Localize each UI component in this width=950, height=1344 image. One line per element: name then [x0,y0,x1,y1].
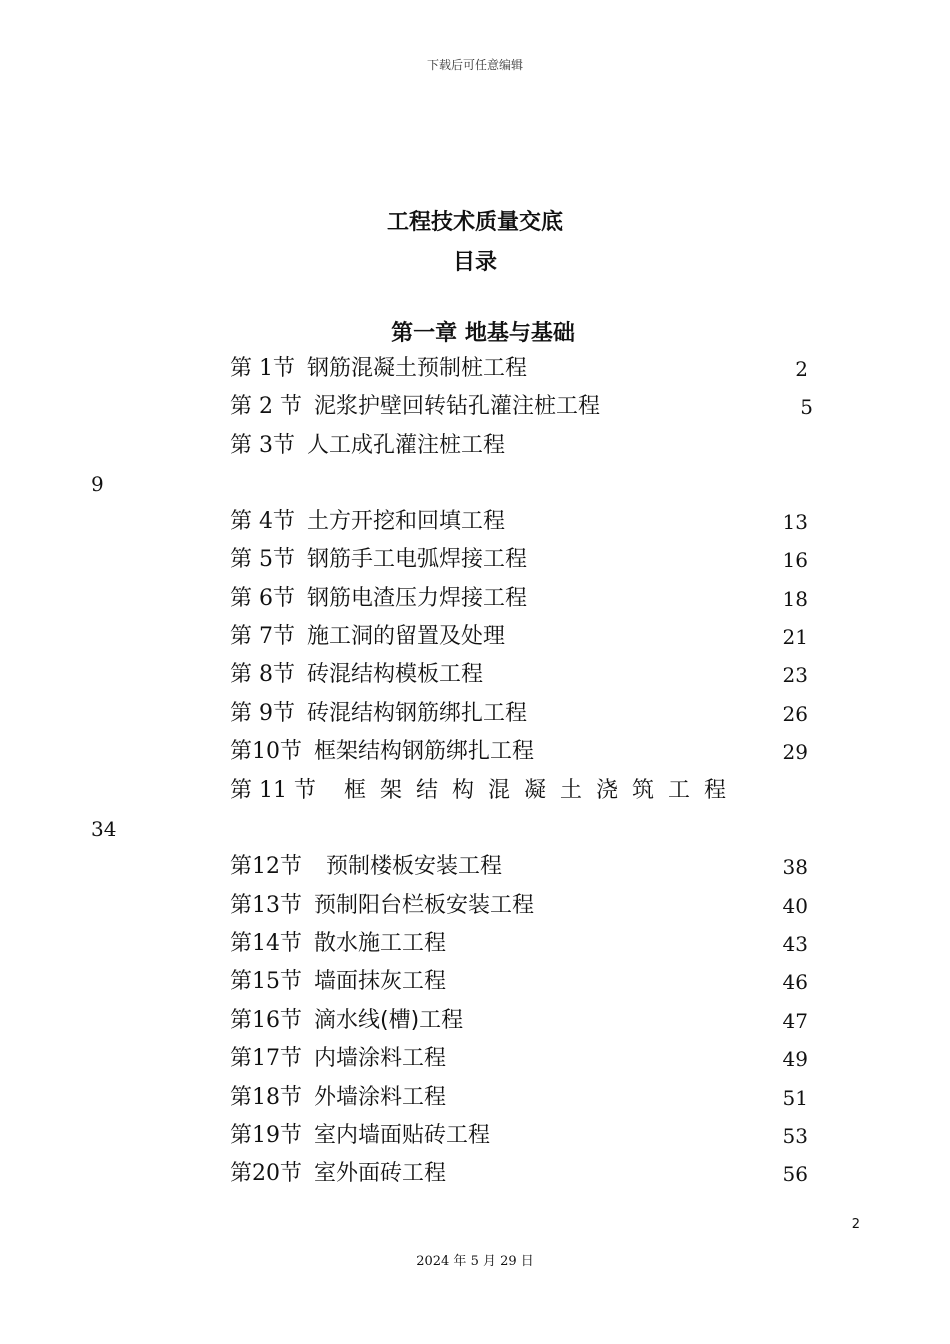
toc-section-label: 第 5节 [230,547,295,572]
toc-title: 钢筋混凝土预制桩工程 [307,356,528,381]
toc-title: 人工成孔灌注桩工程 [307,433,506,458]
toc-entry-18[interactable] [230,1084,446,1112]
toc-entry-11[interactable] [230,777,740,805]
toc-title: 框架结构钢筋绑扎工程 [314,739,535,764]
toc-page-number: 2 [795,357,808,381]
toc-title: 墙面抹灰工程 [314,969,447,994]
toc-title: 钢筋手工电弧焊接工程 [307,547,528,572]
toc-section-label: 第20节 [230,1161,302,1186]
toc-entry-14[interactable] [230,930,446,958]
toc-section-label: 第15节 [230,969,302,994]
toc-entry-4[interactable] [230,508,505,536]
toc-page-number: 38 [782,855,808,879]
toc-page-number: 5 [800,395,813,419]
toc-entry-15[interactable] [230,968,446,996]
toc-title: 内墙涂料工程 [314,1046,447,1071]
toc-title: 预制阳台栏板安装工程 [314,893,535,918]
toc-entry-8[interactable] [230,661,483,689]
toc-page-number: 29 [782,740,808,764]
toc-page-number: 21 [782,625,808,649]
page-number: 2 [851,1217,860,1232]
toc-page-number: 26 [782,702,808,726]
toc-section-label: 第 6节 [230,586,295,611]
toc-entry-10[interactable] [230,738,534,766]
toc-page-number: 16 [782,548,808,572]
toc-title: 钢筋电渣压力焊接工程 [307,586,528,611]
toc-page-number: 49 [782,1047,808,1071]
toc-section-label: 第 11 节 [230,778,316,803]
toc-page-number: 53 [782,1124,808,1148]
toc-title: 土方开挖和回填工程 [307,509,506,534]
toc-section-label: 第18节 [230,1085,302,1110]
toc-section-label: 第 3节 [230,433,295,458]
toc-section-label: 第10节 [230,739,302,764]
toc-page-number: 47 [782,1009,808,1033]
header-note: 下载后可任意编辑 [426,58,523,72]
footer-date: 2024 年 5 月 29 日 [416,1254,534,1269]
toc-section-label: 第13节 [230,893,302,918]
toc-page-number: 23 [782,663,808,687]
chapter-title: 第一章 地基与基础 [391,321,575,346]
toc-section-label: 第 1节 [230,356,295,381]
toc-page-number: 51 [782,1086,808,1110]
toc-page-number: 9 [91,472,104,496]
toc-title: 滴水线(槽)工程 [314,1008,464,1033]
toc-entry-19[interactable] [230,1122,490,1150]
toc-title: 泥浆护壁回转钻孔灌注桩工程 [313,394,600,419]
toc-entry-16[interactable] [230,1007,463,1035]
toc-entry-20[interactable] [230,1160,446,1188]
toc-page-number: 13 [782,510,808,534]
toc-entry-2[interactable] [230,393,600,421]
toc-page-number: 40 [782,894,808,918]
toc-entry-5[interactable] [230,546,527,574]
toc-section-label: 第 9节 [230,701,295,726]
toc-section-label: 第12节 [230,854,302,879]
toc-title: 框架结构混凝土浇筑工程 [343,778,740,803]
toc-section-label: 第14节 [230,931,302,956]
toc-page-number: 56 [782,1162,808,1186]
toc-title: 室外面砖工程 [314,1161,447,1186]
toc-entry-17[interactable] [230,1045,446,1073]
toc-page-number: 18 [782,587,808,611]
toc-entry-1[interactable] [230,355,527,383]
toc-entry-12[interactable] [230,853,502,881]
toc-entry-9[interactable] [230,700,527,728]
toc-title: 施工洞的留置及处理 [307,624,506,649]
toc-title: 砖混结构钢筋绑扎工程 [307,701,528,726]
toc-section-label: 第 2 节 [230,394,302,419]
document-title: 工程技术质量交底 [386,210,563,235]
toc-entry-3[interactable] [230,432,505,460]
toc-title: 砖混结构模板工程 [307,662,484,687]
toc-entry-13[interactable] [230,892,534,920]
toc-section-label: 第 4节 [230,509,295,534]
toc-page-number: 43 [782,932,808,956]
toc-title: 室内墙面贴砖工程 [314,1123,491,1148]
toc-entry-7[interactable] [230,623,505,651]
toc-title: 外墙涂料工程 [314,1085,447,1110]
toc-section-label: 第 8节 [230,662,295,687]
toc-section-label: 第19节 [230,1123,302,1148]
toc-title: 预制楼板安装工程 [326,854,503,879]
toc-title: 散水施工工程 [314,931,447,956]
toc-section-label: 第16节 [230,1008,302,1033]
document-subtitle: 目录 [452,250,497,275]
toc-section-label: 第17节 [230,1046,302,1071]
toc-page-number: 46 [782,970,808,994]
toc-entry-6[interactable] [230,585,527,613]
toc-page-number: 34 [91,817,117,841]
toc-section-label: 第 7节 [230,624,295,649]
